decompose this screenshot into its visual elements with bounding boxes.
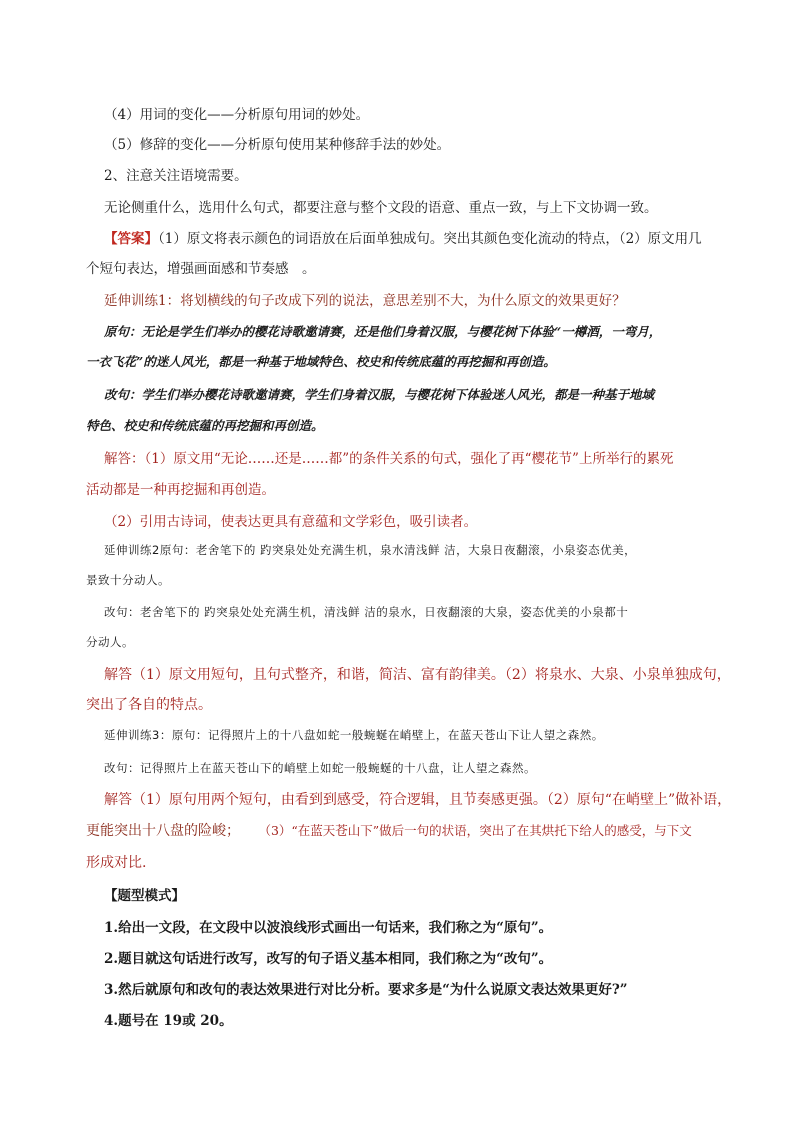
pattern-heading: 【题型模式】 bbox=[104, 888, 185, 904]
exercise-1-title: 延伸训练1：将划横线的句子改成下列的说法，意思差别不大，为什么原文的效果更好？ bbox=[104, 293, 626, 309]
exercise-2-revised-1: 改句：老舍笔下的 趵突泉处处充满生机，清浅鲜 洁的泉水，日夜翻滚的大泉，姿态优美的小泉都十 bbox=[104, 605, 629, 619]
exercise-1-original-1: 原句：无论是学生们举办的樱花诗歌邀请赛，还是他们身着汉服，与樱花树下体验“一樽酒，一弯月， bbox=[104, 324, 662, 339]
pattern-item-2: 2.题目就这句话进行改写，改写的句子语义基本相同，我们称之为“改句”。 bbox=[104, 951, 553, 967]
point-4: （4）用词的变化——分析原句用词的妙处。 bbox=[104, 107, 370, 123]
exercise-3-answer-2 bbox=[86, 820, 692, 840]
exercise-3-answer-2a: 更能突出十八盘的险峻； bbox=[86, 823, 240, 839]
exercise-2-original-1: 延伸训练2原句：老舍笔下的 趵突泉处处充满生机，泉水清浅鲜 洁，大泉日夜翻滚，小泉姿态优美， bbox=[104, 543, 637, 557]
exercise-2-answer-1: 解答（1）原文用短句，且句式整齐，和谐，简洁、富有韵律美。（2）将泉水、大泉、小泉单独成句， bbox=[104, 667, 731, 683]
exercise-3-answer-1: 解答（1）原句用两个短句，由看到到感受，符合逻辑，且节奏感更强。（2）原句“在峭壁上”做补语， bbox=[104, 792, 732, 808]
answer-text-1: （1）原文将表示颜色的词语放在后面单独成句。突出其颜色变化流动的特点，（2）原文用几 bbox=[158, 231, 702, 247]
exercise-3-revised: 改句：记得照片上在蓝天苍山下的峭壁上如蛇一般蜿蜒的十八盘，让人望之森然。 bbox=[104, 761, 536, 775]
exercise-1-answer-1: 解答：（1）原文用“无论……还是……都”的条件关系的句式，强化了再“樱花节”上所举行的累死 bbox=[104, 451, 674, 467]
exercise-3-original: 延伸训练3：原句：记得照片上的十八盘如蛇一般蜿蜒在峭壁上，在蓝天苍山下让人望之森然。 bbox=[104, 728, 604, 742]
point-5: （5）修辞的变化——分析原句使用某种修辞手法的妙处。 bbox=[104, 137, 451, 153]
exercise-3-answer-2b: （3）“在蓝天苍山下”做后一句的状语，突出了在其烘托下给人的感受，与下文 bbox=[258, 823, 692, 838]
exercise-2-original-2: 景致十分动人。 bbox=[86, 573, 170, 587]
context-note: 无论侧重什么，选用什么句式，都要注意与整个文段的语意、重点一致，与上下文协调一致。 bbox=[104, 200, 658, 216]
pattern-item-1: 1.给出一文段，在文段中以波浪线形式画出一句话来，我们称之为“原句”。 bbox=[104, 920, 553, 936]
exercise-1-revised-2: 特色、校史和传统底蕴的再挖掘和再创造。 bbox=[86, 418, 324, 433]
answer-line-2: 个短句表达，增强画面感和节奏感 。 bbox=[86, 261, 316, 277]
pattern-item-3: 3.然后就原句和改句的表达效果进行对比分析。要求多是“为什么说原文表达效果更好?” bbox=[104, 982, 628, 998]
exercise-1-original-2: 一衣飞花”的迷人风光，都是一种基于地域特色、校史和传统底蕴的再挖掘和再创造。 bbox=[86, 354, 556, 369]
answer-line-1 bbox=[104, 227, 702, 247]
pattern-item-4: 4.题号在 19或 20。 bbox=[104, 1013, 233, 1029]
point-2: 2、注意关注语境需要。 bbox=[104, 168, 248, 184]
exercise-1-answer-3: （2）引用古诗词，使表达更具有意蕴和文学彩色，吸引读者。 bbox=[104, 514, 478, 530]
exercise-3-answer-3: 形成对比. bbox=[86, 855, 147, 871]
exercise-1-answer-2: 活动都是一种再挖掘和再创造。 bbox=[86, 482, 275, 498]
exercise-2-revised-2: 分动人。 bbox=[86, 635, 134, 649]
exercise-2-answer-2: 突出了各自的特点。 bbox=[86, 697, 212, 713]
answer-tag: 【答案】 bbox=[104, 231, 158, 247]
exercise-1-revised-1: 改句：学生们举办樱花诗歌邀请赛，学生们身着汉服，与樱花树下体验迷人风光，都是一种基于地域 bbox=[104, 387, 655, 402]
